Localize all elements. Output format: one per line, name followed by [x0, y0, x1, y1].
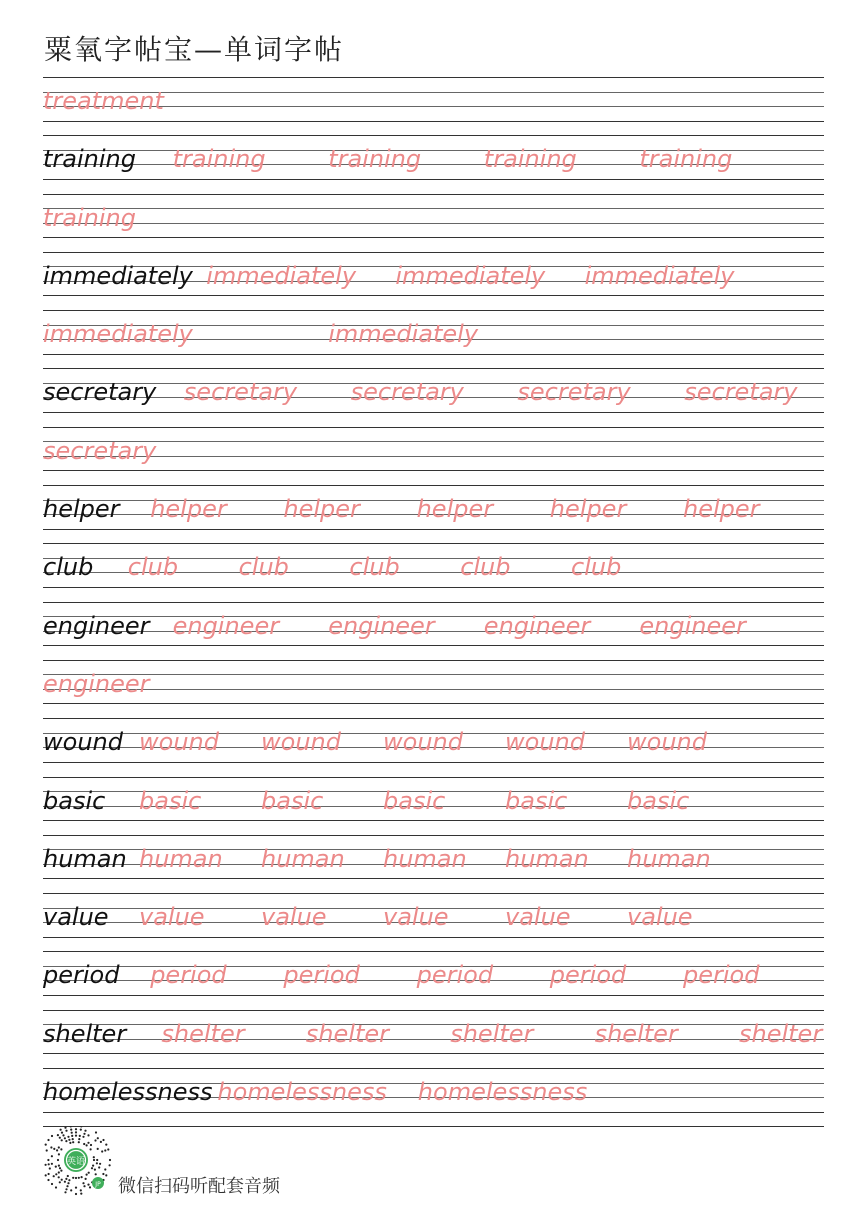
trace-word: homelessness	[217, 1078, 387, 1107]
trace-word: value	[139, 903, 205, 932]
ruled-line	[43, 295, 824, 296]
practice-row	[43, 543, 824, 601]
qr-badge-sub: JP	[95, 1181, 101, 1188]
trace-word: value	[627, 903, 693, 932]
word-group	[43, 491, 824, 527]
model-word: shelter	[43, 1019, 127, 1048]
ruled-line	[43, 878, 824, 879]
practice-row	[43, 777, 824, 835]
model-word: training	[43, 145, 136, 174]
trace-word: club	[571, 553, 622, 582]
practice-row	[43, 718, 824, 776]
practice-sheet	[43, 77, 824, 1127]
word-group	[43, 258, 824, 294]
model-word: homelessness	[43, 1078, 213, 1107]
ruled-line	[43, 237, 824, 238]
word-group	[43, 433, 824, 469]
ruled-line	[43, 660, 824, 661]
practice-row	[43, 427, 824, 485]
trace-word: wound	[383, 728, 463, 757]
trace-word: wound	[261, 728, 341, 757]
word-group	[43, 841, 824, 877]
trace-word: engineer	[172, 611, 280, 640]
ruled-line	[43, 820, 824, 821]
practice-row	[43, 1068, 824, 1126]
ruled-line	[43, 485, 824, 486]
trace-word: engineer	[483, 611, 591, 640]
trace-word: secretary	[350, 378, 464, 407]
trace-word: value	[383, 903, 449, 932]
trace-word: club	[127, 553, 179, 582]
trace-word: value	[261, 903, 327, 932]
trace-word: helper	[416, 495, 494, 524]
practice-row	[43, 252, 824, 310]
trace-word: value	[505, 903, 571, 932]
ruled-line	[43, 368, 824, 369]
word-group	[43, 1016, 824, 1052]
trace-word: engineer	[43, 669, 150, 698]
word-group	[43, 83, 824, 119]
trace-word: immediately	[43, 320, 193, 349]
trace-word: period	[416, 961, 494, 990]
trace-word: immediately	[584, 261, 735, 290]
trace-word: training	[43, 203, 136, 232]
trace-word: training	[328, 145, 422, 174]
ruled-line	[43, 1010, 824, 1011]
ruled-line	[43, 762, 824, 763]
trace-word: homelessness	[417, 1078, 588, 1107]
word-group	[43, 141, 824, 177]
trace-word: wound	[627, 728, 707, 757]
trace-word: club	[238, 553, 289, 582]
trace-word: human	[261, 844, 345, 873]
trace-word: wound	[505, 728, 585, 757]
trace-word: shelter	[305, 1019, 389, 1048]
trace-word: helper	[150, 495, 227, 524]
word-group	[43, 783, 824, 819]
trace-word: engineer	[639, 611, 746, 640]
trace-word: wound	[139, 728, 219, 757]
ruled-line	[43, 135, 824, 136]
ruled-line	[43, 587, 824, 588]
ruled-line	[43, 1112, 824, 1113]
qr-code-icon[interactable]	[40, 1126, 112, 1198]
practice-row	[43, 77, 824, 135]
ruled-line	[43, 1068, 824, 1069]
model-word: immediately	[43, 261, 193, 290]
trace-word: secretary	[517, 378, 631, 407]
ruled-line	[43, 77, 824, 78]
model-word: basic	[43, 786, 106, 815]
practice-row	[43, 310, 824, 368]
word-group	[43, 666, 824, 702]
ruled-line	[43, 470, 824, 471]
trace-word: basic	[627, 786, 690, 815]
word-group	[43, 957, 824, 993]
trace-word: helper	[683, 495, 760, 524]
trace-word: human	[627, 844, 711, 873]
practice-row	[43, 485, 824, 543]
model-word: club	[43, 553, 94, 582]
ruled-line	[43, 252, 824, 253]
trace-word: basic	[139, 786, 202, 815]
trace-word: immediately	[328, 320, 479, 349]
trace-word: period	[683, 961, 760, 990]
trace-word: shelter	[594, 1019, 678, 1048]
ruled-line	[43, 602, 824, 603]
trace-word: human	[383, 844, 467, 873]
practice-row	[43, 660, 824, 718]
ruled-line	[43, 412, 824, 413]
trace-word: basic	[505, 786, 568, 815]
practice-row	[43, 194, 824, 252]
trace-word: secretary	[43, 436, 157, 465]
ruled-line	[43, 194, 824, 195]
model-word: engineer	[43, 611, 150, 640]
ruled-line	[43, 937, 824, 938]
trace-word: helper	[283, 495, 360, 524]
trace-word: secretary	[183, 378, 298, 407]
trace-word: shelter	[161, 1019, 245, 1048]
trace-word: human	[505, 844, 589, 873]
word-group	[43, 1074, 824, 1110]
ruled-line	[43, 179, 824, 180]
word-group	[43, 374, 824, 410]
trace-word: training	[639, 145, 733, 174]
trace-word: human	[139, 844, 223, 873]
ruled-line	[43, 777, 824, 778]
ruled-line	[43, 529, 824, 530]
model-word: value	[43, 903, 109, 932]
trace-word: period	[283, 961, 360, 990]
word-group	[43, 200, 824, 236]
ruled-line	[43, 1053, 824, 1054]
model-word: wound	[43, 728, 123, 757]
practice-row	[43, 368, 824, 426]
trace-word: period	[150, 961, 227, 990]
trace-word: helper	[549, 495, 627, 524]
word-group	[43, 316, 824, 352]
model-word: helper	[43, 495, 120, 524]
trace-word: basic	[261, 786, 324, 815]
trace-word: club	[460, 553, 511, 582]
practice-row	[43, 893, 824, 951]
ruled-line	[43, 893, 824, 894]
trace-word: engineer	[328, 611, 435, 640]
qr-badge-label: 英语	[66, 1157, 86, 1167]
trace-word: shelter	[739, 1019, 823, 1048]
trace-word: basic	[383, 786, 446, 815]
ruled-line	[43, 703, 824, 704]
page-title: 粟氧字帖宝—单词字帖	[44, 33, 345, 66]
practice-row	[43, 835, 824, 893]
ruled-line	[43, 995, 824, 996]
ruled-line	[43, 354, 824, 355]
ruled-line	[43, 310, 824, 311]
footer-caption: 微信扫码听配套音频	[118, 1176, 280, 1197]
model-word: secretary	[43, 378, 157, 407]
ruled-line	[43, 1126, 824, 1127]
trace-word: shelter	[450, 1019, 534, 1048]
practice-row	[43, 1010, 824, 1068]
trace-word: immediately	[395, 261, 546, 290]
practice-row	[43, 602, 824, 660]
ruled-line	[43, 645, 824, 646]
ruled-line	[43, 835, 824, 836]
ruled-line	[43, 543, 824, 544]
ruled-line	[43, 951, 824, 952]
word-group	[43, 899, 824, 935]
word-group	[43, 549, 824, 585]
ruled-line	[43, 121, 824, 122]
word-group	[43, 608, 824, 644]
trace-word: training	[172, 145, 266, 174]
practice-row	[43, 135, 824, 193]
ruled-line	[43, 427, 824, 428]
model-word: period	[43, 961, 120, 990]
trace-word: treatment	[43, 87, 164, 115]
ruled-line	[43, 718, 824, 719]
trace-word: club	[349, 553, 400, 582]
trace-word: period	[549, 961, 627, 990]
trace-word: training	[483, 145, 577, 174]
trace-word: immediately	[206, 261, 357, 290]
word-group	[43, 724, 824, 760]
trace-word: secretary	[684, 378, 798, 407]
practice-row	[43, 951, 824, 1009]
model-word: human	[43, 844, 127, 873]
